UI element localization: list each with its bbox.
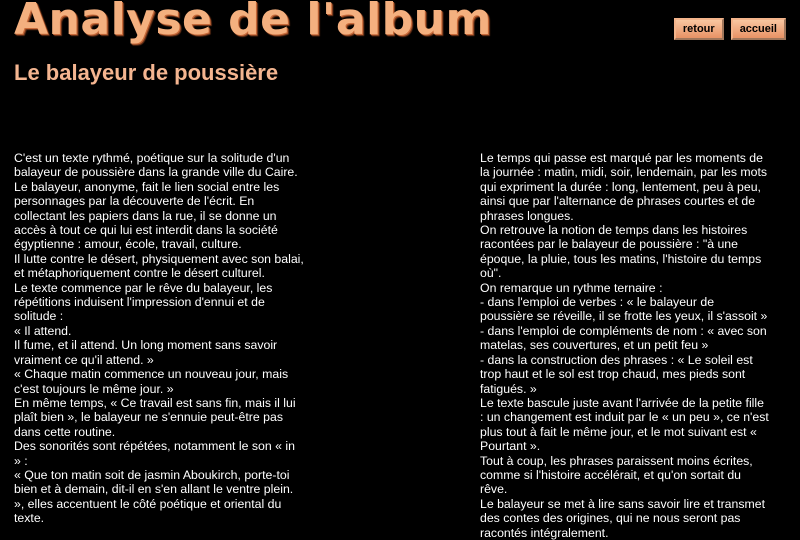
paragraph: C'est un texte rythmé, poétique sur la solitude d'un balayeur de poussière dans la grande ville du Caire. <box>14 151 298 180</box>
list-item: - dans la construction des phrases : « Le soleil est trop haut et le sol est trop chaud, mes pieds sont fatigués. » <box>480 352 753 396</box>
paragraph: On remarque un rythme ternaire : <box>480 280 663 295</box>
paragraph: Le texte bascule juste avant l'arrivée de la petite fille : un changement est induit par le « un peu », ce n'est plus tout à fait le même jour, et le mot suivant est « Pourtant ». <box>480 395 769 454</box>
quote-line: « Il attend. <box>14 323 72 338</box>
paragraph: En même temps, « Ce travail est sans fin, mais il lui plaît bien », le balayeur ne s'ennuie peut-être pas dans cette routine. <box>14 395 296 439</box>
paragraph: « Que ton matin soit de jasmin Aboukirch, porte-toi bien et à demain, dit-il en s'en allant le ventre plein. », elles accentuent le côté poétique et oriental du texte. <box>14 467 294 526</box>
top-nav <box>674 18 786 40</box>
paragraph: Tout à coup, les phrases paraissent moins écrites, comme si l'histoire accélérait, et qu'on sortait du rêve. <box>480 453 753 497</box>
site-title: Analyse de l'album <box>14 0 492 45</box>
paragraph: Le texte commence par le rêve du balayeur, les répétitions induisent l'impression d'ennui et de solitude : <box>14 280 273 324</box>
paragraph: Le balayeur se met à lire sans savoir lire et transmet des contes des origines, qui ne nous seront pas racontés intégralement. <box>480 496 766 540</box>
paragraph: Des sonorités sont répétées, notamment le son « in » : <box>14 439 295 468</box>
home-button[interactable]: accueil <box>731 18 786 40</box>
page-title: Le balayeur de poussière <box>14 60 279 85</box>
list-item: - dans l'emploi de compléments de nom : « avec son matelas, ses couvertures, et un petit feu » <box>480 323 767 353</box>
list-item: - dans l'emploi de verbes : « le balayeur de poussière se réveille, il se frotte les yeux, il s'assoit » <box>480 295 768 324</box>
quote-line: Il fume, et il attend. Un long moment sans savoir vraiment ce qu'il attend. » <box>14 338 278 367</box>
text-column-left <box>14 151 304 526</box>
text-column-right <box>480 151 770 540</box>
paragraph: Il lutte contre le désert, physiquement avec son balai, et métaphoriquement contre le désert culturel. <box>14 251 304 281</box>
back-button[interactable]: retour <box>674 18 724 40</box>
paragraph: On retrouve la notion de temps dans les histoires racontées par le balayeur de poussière : "à une époque, la pluie, tous les matins, l'histoire du temps où". <box>480 223 762 281</box>
paragraph: Le temps qui passe est marqué par les moments de la journée : matin, midi, soir, lendemain, par les mots qui expriment la durée : long, lentement, peu à peu, ainsi que par l'alternance de phrases courtes et de phrases longues. <box>480 151 768 223</box>
paragraph: Le balayeur, anonyme, fait le lien social entre les personnages par la découverte de l'écrit. En collectant les papiers dans la rue, il se donne un accès à tout ce qui lui est interdit dans la société égyptienne : amour, école, travail, culture. <box>14 179 280 252</box>
quote-line: « Chaque matin commence un nouveau jour, mais c'est toujours le même jour. » <box>14 367 289 396</box>
